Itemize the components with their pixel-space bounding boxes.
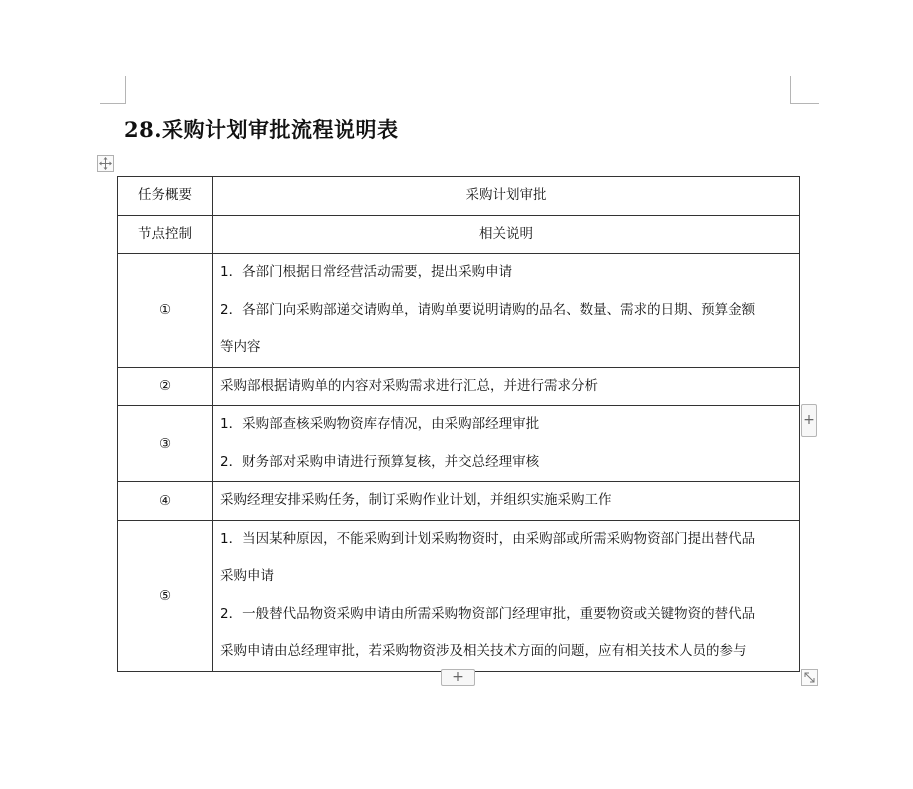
cell-description-header: 相关说明	[213, 215, 800, 254]
cell-node-description: 1．当因某种原因，不能采购到计划采购物资时，由采购部或所需采购物资部门提出替代品 采购申请 2．一般替代品物资采购申请由所需采购物资部门经理审批，重要物资或关键物资的替代品 采购申请由总经理审批，若采购物资涉及相关技术方面的问题，应有相关技术人员的参与	[213, 520, 800, 671]
table-row-node-4	[118, 482, 800, 521]
cell-node-marker: ②	[118, 367, 213, 406]
table-move-handle[interactable]	[97, 155, 114, 172]
cell-node-control-label: 节点控制	[118, 215, 213, 254]
cell-node-marker: ⑤	[118, 520, 213, 671]
table-row-summary	[118, 177, 800, 216]
cell-node-marker: ③	[118, 406, 213, 482]
table-row-header	[118, 215, 800, 254]
cell-node-marker: ④	[118, 482, 213, 521]
resize-icon	[802, 670, 817, 685]
table-row-node-1	[118, 254, 800, 368]
table-row-node-3	[118, 406, 800, 482]
move-icon	[98, 156, 113, 171]
table-resize-handle[interactable]	[801, 669, 818, 686]
table-row-node-2	[118, 367, 800, 406]
cell-node-description: 采购部根据请购单的内容对采购需求进行汇总，并进行需求分析	[213, 367, 800, 406]
add-row-button[interactable]: +	[801, 404, 817, 437]
document-title: 28.采购计划审批流程说明表	[124, 117, 399, 142]
add-column-button[interactable]: +	[441, 669, 475, 686]
cell-task-summary-value: 采购计划审批	[213, 177, 800, 216]
cell-node-marker: ①	[118, 254, 213, 368]
table-row-node-5	[118, 520, 800, 671]
cell-node-description: 采购经理安排采购任务，制订采购作业计划，并组织实施采购工作	[213, 482, 800, 521]
approval-flow-table	[117, 176, 800, 672]
crop-mark-top-right	[790, 76, 819, 104]
crop-mark-top-left	[100, 76, 126, 104]
cell-node-description: 1．采购部查核采购物资库存情况，由采购部经理审批 2．财务部对采购申请进行预算复核，并交总经理审核	[213, 406, 800, 482]
cell-task-summary-label: 任务概要	[118, 177, 213, 216]
cell-node-description: 1．各部门根据日常经营活动需要，提出采购申请 2．各部门向采购部递交请购单，请购单要说明请购的品名、数量、需求的日期、预算金额 等内容	[213, 254, 800, 368]
